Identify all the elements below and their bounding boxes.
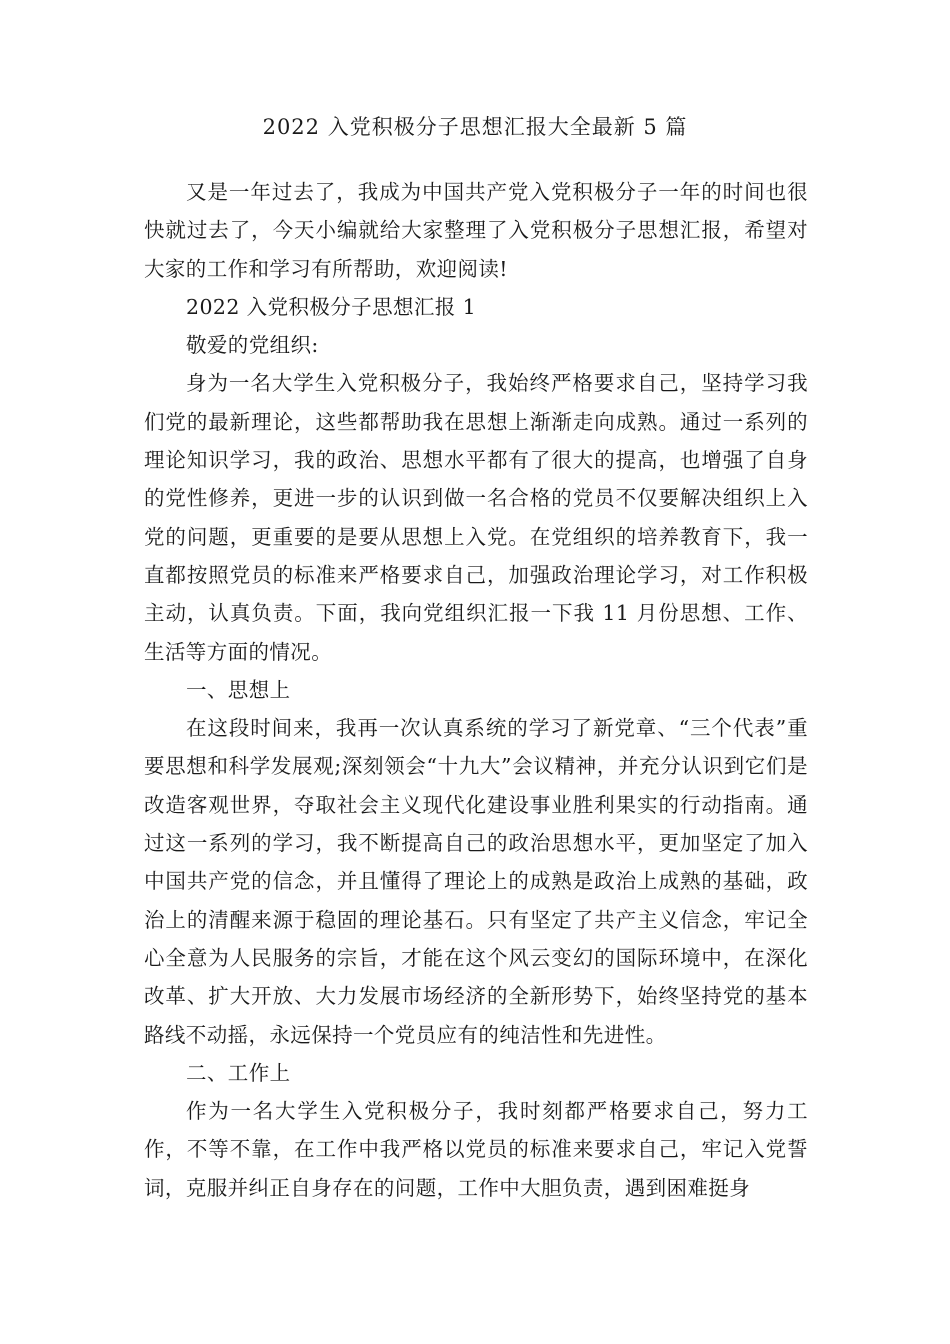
document-title: 2022 入党积极分子思想汇报大全最新 5 篇	[262, 115, 688, 139]
body-paragraph: 在这段时间来，我再一次认真系统的学习了新党章、“三个代表”重要思想和科学发展观;深刻领会“十九大”会议精神，并充分认识到它们是改造客观世界，夺取社会主义现代化建设事业胜利果实的行动指南。通过这一系列的学习，我不断提高自己的政治思想水平，更加坚定了加入中国共产党的信念，并且懂得了理论上的成熟是政治上成熟的基础，政治上的清醒来源于稳固的理论基石。只有坚定了共产主义信念，牢记全心全意为人民服务的宗旨，才能在这个风云变幻的国际环境中，在深化改革、扩大开放、大力发展市场经济的全新形势下，始终坚持党的基本路线不动摇，永远保持一个党员应有的纯洁性和先进性。	[144, 716, 808, 1047]
section-heading-thought: 一、思想上	[186, 677, 291, 702]
document-body	[144, 173, 808, 1207]
body-paragraph: 作为一名大学生入党积极分子，我时刻都严格要求自己，努力工作，不等不靠，在工作中我严格以党员的标准来要求自己，牢记入党誓词，克服并纠正自身存在的问题，工作中大胆负责，遇到困难挺身	[144, 1099, 808, 1200]
section-heading-work: 二、工作上	[186, 1060, 291, 1085]
body-paragraph: 身为一名大学生入党积极分子，我始终严格要求自己，坚持学习我们党的最新理论，这些都帮助我在思想上渐渐走向成熟。通过一系列的理论知识学习，我的政治、思想水平都有了很大的提高，也增强了自身的党性修养，更进一步的认识到做一名合格的党员不仅要解决组织上入党的问题，更重要的是要从思想上入党。在党组织的培养教育下，我一直都按照党员的标准来严格要求自己，加强政治理论学习，对工作积极主动，认真负责。下面，我向党组织汇报一下我 11 月份思想、工作、生活等方面的情况。	[144, 371, 808, 664]
salutation: 敬爱的党组织:	[186, 333, 319, 358]
section-heading-report-1: 2022 入党积极分子思想汇报 1	[186, 294, 477, 319]
intro-paragraph: 又是一年过去了，我成为中国共产党入党积极分子一年的时间也很快就过去了，今天小编就给大家整理了入党积极分子思想汇报，希望对大家的工作和学习有所帮助，欢迎阅读!	[144, 180, 808, 281]
